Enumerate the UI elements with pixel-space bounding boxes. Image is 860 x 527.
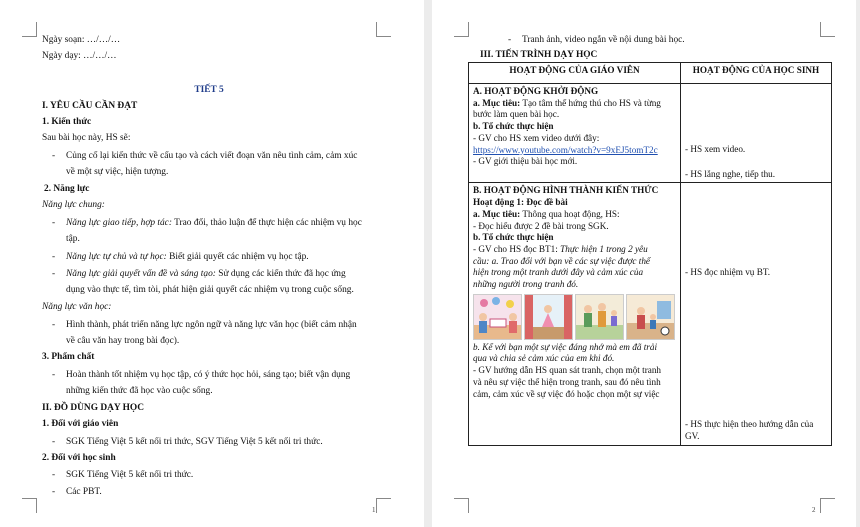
bullet-dash: -	[52, 470, 56, 480]
page-1	[0, 0, 424, 527]
section-heading: II. ĐỒ DÙNG DẠY HỌC	[42, 403, 144, 413]
paragraph: Các PBT.	[66, 487, 102, 497]
paragraph: b. Kể với bạn một sự việc đáng nhớ mà em đã trải	[473, 341, 657, 352]
subsection-heading: 3. Phẩm chất	[42, 352, 95, 362]
bullet-dash: -	[52, 151, 56, 161]
subsection-heading: 2. Đối với học sinh	[42, 453, 116, 463]
subsection-heading: 1. Đối với giáo viên	[42, 419, 119, 429]
table-row	[469, 183, 832, 445]
date-prepared: Ngày soạn: …/…/…	[42, 35, 121, 45]
paragraph	[473, 244, 676, 256]
paragraph: - GV giới thiệu bài học mới.	[473, 156, 578, 167]
corner-mark	[820, 22, 835, 37]
paragraph	[66, 217, 362, 229]
activity-subtitle: Hoạt động 1: Đọc đề bài	[473, 197, 568, 208]
paragraph: Sau bài học này, HS sẽ:	[42, 133, 131, 143]
subsection-heading: 2. Năng lực	[44, 184, 90, 194]
corner-mark	[376, 498, 391, 513]
paragraph: qua và chia sẻ cảm xúc của em khi đó.	[473, 353, 615, 364]
emphasis: Năng lực giải quyết vấn đề và sáng tạo:	[66, 269, 216, 279]
paragraph: tập.	[66, 234, 80, 244]
activity-title: B. HOẠT ĐỘNG HÌNH THÀNH KIẾN THỨC	[473, 185, 659, 196]
student-activities	[680, 84, 831, 183]
date-taught: Ngày dạy: …/…/…	[42, 51, 117, 61]
paragraph: Hình thành, phát triển năng lực ngôn ngữ và năng lực văn học (biết cảm nhận	[66, 320, 357, 330]
bullet-dash: -	[52, 370, 56, 380]
paragraph: GV.	[684, 430, 700, 441]
paragraph: - HS thực hiện theo hướng dẫn của	[684, 419, 814, 430]
corner-mark	[454, 22, 469, 37]
text: Tạo tâm thế hứng thú cho HS và từng	[520, 97, 661, 108]
activity-title: A. HOẠT ĐỘNG KHỞI ĐỘNG	[473, 86, 599, 96]
paragraph: cầu: a. Trao đổi với bạn về các sự việc được thể	[473, 255, 650, 266]
paragraph: bước làm quen bài học.	[473, 109, 560, 120]
paragraph: và nêu sự việc thể hiện trong tranh, sau đó nêu tình	[473, 376, 661, 387]
bullet-dash: -	[52, 320, 56, 330]
paragraph	[473, 98, 676, 110]
subheading: Năng lực chung:	[42, 200, 105, 210]
column-header: HOẠT ĐỘNG CỦA GIÁO VIÊN	[469, 63, 681, 84]
corner-mark	[820, 498, 835, 513]
paragraph: cảm, cảm xúc về sự việc đó hoặc chọn một sự việc	[473, 388, 660, 399]
corner-mark	[454, 498, 469, 513]
bullet-dash: -	[52, 487, 56, 497]
lesson-title: TIẾT 5	[194, 85, 224, 95]
video-link[interactable]: https://www.youtube.com/watch?v=9xEJ5tomT2c	[473, 144, 658, 155]
paragraph: - HS lắng nghe, tiếp thu.	[684, 168, 776, 179]
illustration-birthday	[473, 294, 522, 340]
bullet-dash: -	[52, 218, 56, 228]
page-number: 2	[812, 506, 816, 514]
paragraph	[473, 209, 676, 221]
text: Biết giải quyết các nhiệm vụ học tập.	[166, 252, 309, 262]
paragraph: Tranh ảnh, video ngắn về nội dung bài học.	[522, 35, 685, 45]
paragraph: SGK Tiếng Việt 5 kết nối tri thức.	[66, 470, 194, 480]
bullet-dash: -	[508, 35, 512, 45]
emphasis: Thực hiện 1 trong 2 yêu	[560, 243, 648, 254]
paragraph	[66, 268, 346, 280]
section-heading: I. YÊU CẦU CẦN ĐẠT	[42, 101, 138, 111]
teacher-activities	[469, 183, 681, 445]
paragraph: hiện trong một tranh dưới đây và cảm xúc của	[473, 267, 644, 278]
paragraph: về một sự việc, hiện tượng.	[66, 167, 169, 177]
illustration-strip	[473, 294, 676, 340]
subsection-heading: 1. Kiến thức	[42, 117, 92, 127]
text: - GV cho HS đọc BT1:	[473, 243, 561, 254]
illustration-home	[626, 294, 675, 340]
section-heading: III. TIẾN TRÌNH DẠY HỌC	[480, 50, 598, 60]
bullet-dash: -	[52, 437, 56, 447]
illustration-stage	[524, 294, 573, 340]
corner-mark	[22, 22, 37, 37]
label: b. Tổ chức thực hiện	[473, 121, 554, 132]
paragraph: - Đọc hiểu được 2 đề bài trong SGK.	[473, 220, 609, 231]
paragraph	[66, 251, 309, 263]
paragraph: những kiến thức đã học vào cuộc sống.	[66, 386, 213, 396]
text: Trao đổi, thảo luận để thực hiện các nhiệm vụ học	[171, 218, 362, 228]
corner-mark	[22, 498, 37, 513]
text: Sử dụng các kiến thức đã học ứng	[215, 269, 346, 279]
page-2	[432, 0, 856, 527]
paragraph: SGK Tiếng Việt 5 kết nối tri thức, SGV Tiếng Việt 5 kết nối tri thức.	[66, 437, 323, 447]
paragraph: dụng vào thực tế, tìm tòi, phát hiện giải quyết các nhiệm vụ trong cuộc sống.	[66, 285, 354, 295]
illustration-family	[575, 294, 624, 340]
paragraph: Củng cố lại kiến thức về cấu tạo và cách viết đoạn văn nêu tình cảm, cảm xúc	[66, 151, 358, 161]
paragraph: - HS xem video.	[684, 144, 746, 154]
corner-mark	[376, 22, 391, 37]
page-number: 1	[372, 506, 376, 514]
paragraph: - GV cho HS xem video dưới đây:	[473, 132, 600, 143]
emphasis: Năng lực tự chủ và tự học:	[66, 252, 167, 262]
paragraph: Hoàn thành tốt nhiệm vụ học tập, có ý thức học hỏi, sáng tạo; biết vận dụng	[66, 370, 351, 380]
emphasis: Năng lực giao tiếp, hợp tác:	[66, 218, 172, 228]
column-header: HOẠT ĐỘNG CỦA HỌC SINH	[680, 63, 831, 84]
bullet-dash: -	[52, 269, 56, 279]
bullet-dash: -	[52, 252, 56, 262]
label: a. Mục tiêu:	[473, 97, 521, 108]
paragraph: - GV hướng dẫn HS quan sát tranh, chọn một tranh	[473, 365, 662, 376]
label: b. Tổ chức thực hiện	[473, 232, 554, 243]
lesson-plan-table	[468, 62, 832, 446]
table-header-row	[469, 63, 832, 84]
paragraph: - HS đọc nhiệm vụ BT.	[684, 267, 771, 278]
paragraph: những người trong tranh đó.	[473, 279, 579, 290]
table-row	[469, 84, 832, 183]
paragraph: về câu văn hay trong bài đọc).	[66, 336, 180, 346]
student-activities	[680, 183, 831, 445]
text: Thông qua hoạt động, HS:	[520, 208, 620, 219]
teacher-activities	[469, 84, 681, 183]
label: a. Mục tiêu:	[473, 208, 521, 219]
subheading: Năng lực văn học:	[42, 302, 112, 312]
